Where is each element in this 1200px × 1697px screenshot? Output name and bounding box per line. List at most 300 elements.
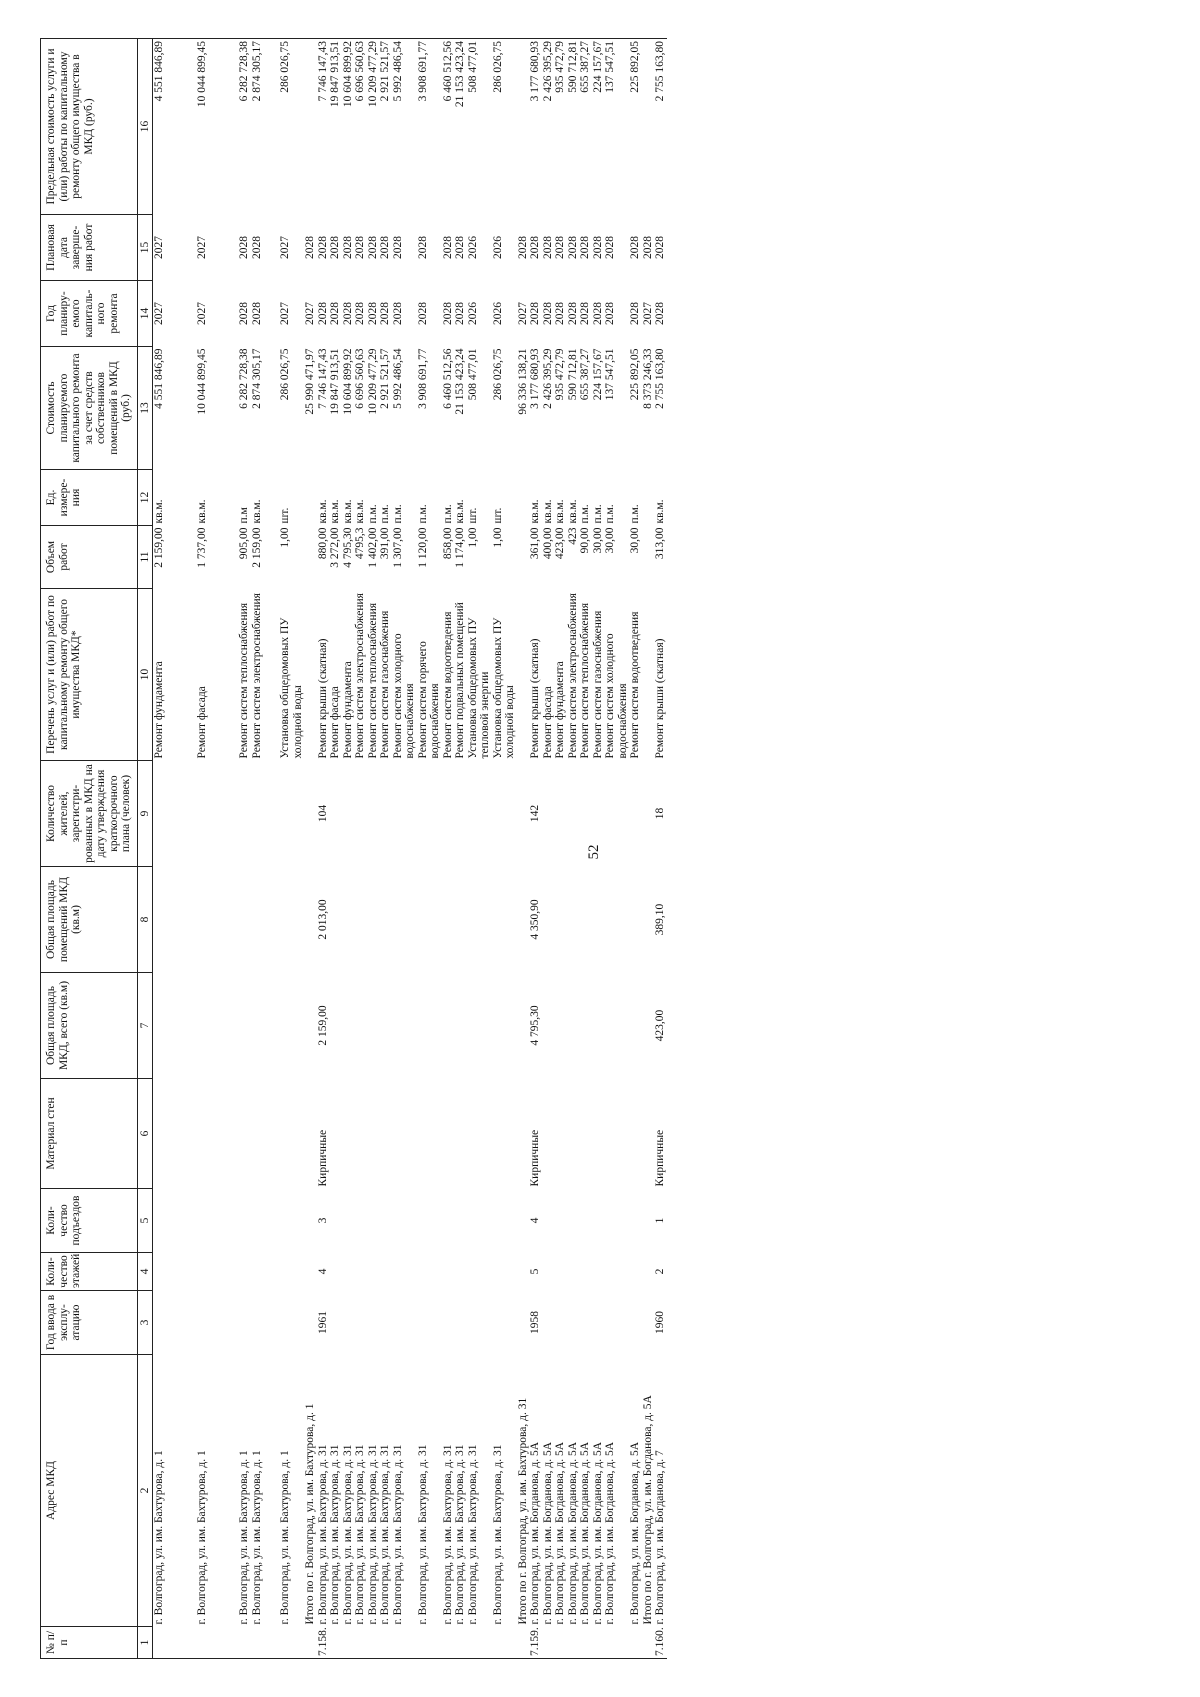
max-cost-cell: 7 746 147,43 [317, 39, 330, 215]
column-number-row [137, 39, 153, 1659]
max-cost-cell: 286 026,75 [492, 39, 517, 215]
max-cost-cell: 6 460 512,56 [442, 39, 455, 215]
address-cell: г. Волгоград, ул. им. Богданова, д. 5А [591, 1441, 604, 1625]
address-cell: г. Волгоград, ул. им. Бахтурова, д. 31 [354, 1444, 366, 1625]
total-row [517, 39, 530, 1659]
planned-cost-cell: 10 209 477,29 [366, 348, 379, 415]
premises-area-cell: 4 350,90 [529, 899, 541, 940]
floors-cell [592, 1253, 605, 1291]
year-built-cell [392, 1291, 417, 1355]
entrances-cell [329, 1189, 342, 1253]
planned-year-cell: 2027 [516, 302, 529, 325]
spacer-cell [263, 39, 279, 215]
year-built-cell [517, 1291, 530, 1355]
planned-year-cell: 2028 [341, 302, 354, 325]
planned-cost-cell: 286 026,75 [491, 348, 504, 401]
end-date-cell: 2028 [341, 236, 354, 259]
table-row [454, 39, 467, 1659]
floors-cell [329, 1253, 342, 1291]
entrances-cell [251, 1189, 264, 1253]
planned-year-cell: 2028 [366, 302, 379, 325]
premises-area-cell [604, 867, 629, 973]
unit-cell: п.м. [416, 504, 429, 524]
residents-cell [579, 761, 592, 867]
work-type-cell: Ремонт систем водоотведения [629, 611, 641, 759]
volume-cell [517, 526, 530, 589]
wall-material-cell [367, 1079, 380, 1189]
year-built-cell [354, 1291, 367, 1355]
spacer-cell [208, 867, 238, 973]
spacer-cell [208, 1291, 238, 1355]
unit-cell: п.м. [441, 504, 454, 524]
premises-area-cell [329, 867, 342, 973]
row-number [567, 1627, 580, 1659]
wall-material-cell [304, 1079, 317, 1189]
address-cell: г. Волгоград, ул. им. Бахтурова, д. 31 [441, 1444, 454, 1625]
spacer-cell [166, 215, 196, 281]
spacer-cell [208, 1079, 238, 1189]
wall-material-cell: Кирпичные [529, 1129, 541, 1187]
total-area-cell [592, 973, 605, 1079]
premises-area-cell [238, 867, 251, 973]
residents-cell [251, 761, 264, 867]
column-number: 5 [137, 1189, 153, 1253]
spacer-cell [208, 973, 238, 1079]
planned-cost-cell: 8 373 246,33 [641, 348, 654, 409]
planned-cost-cell: 655 387,27 [579, 348, 591, 401]
spacer-cell [166, 39, 196, 215]
max-cost-cell: 137 547,51 [604, 39, 629, 215]
spacer-row [208, 39, 238, 1659]
premises-area-cell [392, 867, 417, 973]
planned-cost-cell: 3 908 691,77 [416, 348, 429, 409]
unit-cell: кв.м. [329, 499, 341, 524]
planned-cost-cell: 5 992 486,54 [391, 348, 404, 409]
premises-area-cell [342, 867, 355, 973]
spacer-cell [263, 526, 279, 589]
volume-cell [304, 526, 317, 589]
planned-year-cell: 2028 [238, 302, 250, 325]
address-cell: г. Волгоград, ул. им. Бахтурова, д. 1 [238, 1450, 250, 1625]
unit-cell: п.м. [591, 504, 604, 524]
max-cost-cell: 655 387,27 [579, 39, 592, 215]
header-cell: Материал стен [41, 1079, 138, 1189]
address-cell: г. Волгоград, ул. им. Богданова, д. 5А [541, 1441, 554, 1625]
address-cell: г. Волгоград, ул. им. Бахтурова, д. 31 [329, 1444, 341, 1625]
total-area-cell [542, 973, 555, 1079]
unit-cell: п.м. [379, 504, 391, 524]
floors-cell [492, 1253, 517, 1291]
year-built-cell [251, 1291, 264, 1355]
planned-year-cell: 2027 [279, 302, 291, 325]
spacer-cell [208, 1355, 238, 1627]
table-row [567, 39, 580, 1659]
volume-cell: 905,00 [238, 527, 250, 560]
floors-cell [354, 1253, 367, 1291]
address-cell: г. Волгоград, ул. им. Бахтурова, д. 31 [341, 1444, 354, 1625]
address-cell: г. Волгоград, ул. им. Богданова, д. 5А [566, 1441, 579, 1625]
spacer-cell [208, 215, 238, 281]
end-date-cell: 2028 [366, 236, 379, 259]
max-cost-cell: 6 696 560,63 [354, 39, 367, 215]
volume-cell: 1 307,00 [391, 527, 404, 568]
table-row [379, 39, 392, 1659]
residents-cell [592, 761, 605, 867]
unit-cell: кв.м. [195, 499, 208, 524]
work-type-cell: Ремонт систем теплоснабжения [366, 602, 379, 759]
max-cost-cell: 225 892,05 [629, 39, 642, 215]
work-type-cell: Ремонт систем теплоснабжения [238, 602, 250, 759]
planned-cost-cell: 2 874 305,17 [250, 348, 263, 409]
column-number: 15 [137, 215, 153, 281]
year-built-cell [642, 1291, 655, 1355]
spacer-cell [208, 1253, 238, 1291]
entrances-cell [554, 1189, 567, 1253]
unit-cell [304, 470, 317, 526]
year-built-cell [629, 1291, 642, 1355]
work-type-cell [517, 589, 530, 761]
column-number: 16 [137, 39, 153, 215]
address-cell: г. Волгоград, ул. им. Бахтурова, д. 31 [379, 1444, 391, 1625]
year-built-cell [492, 1291, 517, 1355]
planned-cost-cell: 590 712,81 [566, 348, 579, 401]
work-type-cell [642, 589, 655, 761]
entrances-cell [279, 1189, 304, 1253]
header-cell: Год ввода в эксплу-атацию [41, 1291, 138, 1355]
entrances-cell [467, 1189, 492, 1253]
spacer-cell [166, 761, 196, 867]
row-number [238, 1627, 251, 1659]
entrances-cell: 1 [654, 1217, 666, 1224]
total-area-cell [238, 973, 251, 1079]
spacer-cell [166, 347, 196, 470]
work-type-cell: Ремонт подвальных помещений [454, 602, 466, 759]
year-built-cell: 1961 [316, 1311, 329, 1334]
header-cell: Общая площадь МКД, всего (кв.м) [41, 973, 138, 1079]
spacer-cell [166, 526, 196, 589]
total-area-cell [367, 973, 380, 1079]
year-built-cell [592, 1291, 605, 1355]
volume-cell: 30,00 [629, 527, 641, 554]
address-cell: Итого по г. Волгоград, ул. им. Бахтурова, д. 31 [516, 1397, 529, 1625]
address-cell: г. Волгоград, ул. им. Бахтурова, д. 1 [279, 1450, 291, 1625]
planned-cost-cell: 2 755 163,80 [654, 348, 666, 409]
table-row [392, 39, 417, 1659]
spacer-cell [263, 1355, 279, 1627]
spacer-cell [166, 1253, 196, 1291]
table-row [238, 39, 251, 1659]
total-area-cell [604, 973, 629, 1079]
entrances-cell: 3 [316, 1217, 329, 1224]
end-date-cell: 2028 [391, 236, 404, 259]
work-type-cell: Ремонт систем газоснабжения [591, 610, 604, 759]
planned-cost-cell: 6 460 512,56 [441, 348, 454, 409]
address-cell: г. Волгоград, ул. им. Бахтурова, д. 1 [153, 1450, 165, 1625]
address-cell: г. Волгоград, ул. им. Бахтурова, д. 31 [391, 1444, 404, 1625]
residents-cell [492, 761, 517, 867]
year-built-cell [279, 1291, 304, 1355]
end-date-cell: 2028 [416, 236, 429, 259]
residents-cell: 18 [654, 807, 666, 820]
entrances-cell [542, 1189, 555, 1253]
floors-cell [442, 1253, 455, 1291]
premises-area-cell [517, 867, 530, 973]
address-cell: г. Волгоград, ул. им. Богданова, д. 7 [654, 1450, 666, 1625]
planned-year-cell: 2026 [466, 302, 479, 325]
entrances-cell [592, 1189, 605, 1253]
unit-cell: шт. [466, 507, 479, 524]
total-area-cell [342, 973, 355, 1079]
column-number: 7 [137, 973, 153, 1079]
max-cost-cell: 2 874 305,17 [251, 39, 264, 215]
volume-cell: 1,00 [491, 527, 504, 548]
floors-cell: 2 [654, 1268, 666, 1275]
spacer-cell [166, 1355, 196, 1627]
planned-year-cell: 2028 [529, 302, 541, 325]
table-row [492, 39, 517, 1659]
total-area-cell [567, 973, 580, 1079]
volume-cell: 2 159,00 [250, 527, 263, 568]
max-cost-cell: 21 153 423,24 [454, 39, 467, 215]
max-cost-cell: 10 044 899,45 [196, 39, 209, 215]
column-number: 8 [137, 867, 153, 973]
entrances-cell [342, 1189, 355, 1253]
work-type-cell: Ремонт фасада [329, 686, 341, 759]
end-date-cell: 2028 [441, 236, 454, 259]
end-date-cell: 2028 [354, 236, 366, 259]
spacer-cell [263, 761, 279, 867]
entrances-cell [153, 1189, 166, 1253]
volume-cell: 1 174,00 [454, 527, 466, 568]
residents-cell [304, 761, 317, 867]
row-number [379, 1627, 392, 1659]
spacer-cell [208, 526, 238, 589]
planned-year-cell: 2028 [354, 302, 366, 325]
address-cell: г. Волгоград, ул. им. Бахтурова, д. 31 [454, 1444, 466, 1625]
end-date-cell: 2027 [279, 236, 291, 259]
page-number: 52 [586, 844, 602, 860]
end-date-cell: 2028 [566, 236, 579, 259]
address-cell: г. Волгоград, ул. им. Бахтурова, д. 31 [316, 1444, 329, 1625]
total-area-cell [492, 973, 517, 1079]
volume-cell: 1,00 [466, 527, 479, 548]
premises-area-cell: 2 013,00 [316, 899, 329, 940]
table-header-row [41, 39, 138, 1659]
year-built-cell [454, 1291, 467, 1355]
residents-cell [354, 761, 367, 867]
table-row [467, 39, 492, 1659]
year-built-cell: 1960 [654, 1311, 666, 1334]
planned-cost-cell: 10 044 899,45 [195, 348, 208, 415]
floors-cell [567, 1253, 580, 1291]
unit-cell: кв.м. [354, 499, 366, 524]
residents-cell [417, 761, 442, 867]
rotated-page [40, 39, 1185, 1659]
entrances-cell [417, 1189, 442, 1253]
address-cell: г. Волгоград, ул. им. Бахтурова, д. 1 [195, 1450, 208, 1625]
entrances-cell [442, 1189, 455, 1253]
volume-cell: 880,00 [316, 527, 329, 560]
floors-cell [367, 1253, 380, 1291]
max-cost-cell: 19 847 913,51 [329, 39, 342, 215]
table-row [329, 39, 342, 1659]
volume-cell: 400,00 [541, 527, 554, 560]
unit-cell: кв.м. [341, 499, 354, 524]
planned-cost-cell: 508 477,01 [466, 348, 479, 401]
row-number [392, 1627, 417, 1659]
end-date-cell: 2028 [316, 236, 329, 259]
planned-year-cell: 2028 [604, 302, 616, 325]
volume-cell [642, 526, 655, 589]
total-row [642, 39, 655, 1659]
wall-material-cell [354, 1079, 367, 1189]
volume-cell: 423 [566, 527, 579, 545]
planned-cost-cell: 2 921 521,57 [379, 348, 391, 409]
table-row [442, 39, 455, 1659]
spacer-cell [208, 281, 238, 347]
spacer-cell [166, 867, 196, 973]
row-number [251, 1627, 264, 1659]
total-area-cell [454, 973, 467, 1079]
work-type-cell: Ремонт систем водоотведения [441, 611, 454, 759]
volume-cell: 4 795,30 [341, 527, 354, 568]
spacer-cell [166, 589, 196, 761]
unit-cell: шт. [491, 507, 504, 524]
table-row [354, 39, 367, 1659]
header-cell: Объем работ [41, 526, 138, 589]
residents-cell [517, 761, 530, 867]
table-row [153, 39, 166, 1659]
floors-cell [629, 1253, 642, 1291]
planned-year-cell: 2028 [654, 302, 666, 325]
planned-cost-cell: 225 892,05 [629, 348, 641, 401]
unit-cell: кв.м. [566, 499, 579, 524]
floors-cell [304, 1253, 317, 1291]
wall-material-cell [329, 1079, 342, 1189]
row-number [279, 1627, 304, 1659]
planned-year-cell: 2028 [416, 302, 429, 325]
total-area-cell [517, 973, 530, 1079]
total-area-cell [392, 973, 417, 1079]
table-row [367, 39, 380, 1659]
total-area-cell [467, 973, 492, 1079]
premises-area-cell [304, 867, 317, 973]
work-type-cell: Ремонт систем электроснабжения [566, 593, 579, 759]
entrances-cell [492, 1189, 517, 1253]
residents-cell [604, 761, 629, 867]
work-type-cell [304, 589, 317, 761]
planned-year-cell: 2028 [591, 302, 604, 325]
planned-year-cell: 2027 [195, 302, 208, 325]
residents-cell [329, 761, 342, 867]
address-cell: г. Волгоград, ул. им. Бахтурова, д. 31 [491, 1444, 504, 1625]
planned-cost-cell: 286 026,75 [279, 348, 291, 401]
floors-cell [153, 1253, 166, 1291]
header-cell: Перечень услуг и (или) работ по капитальному ремонту общего имущества МКД* [41, 589, 138, 761]
wall-material-cell [554, 1079, 567, 1189]
max-cost-cell: 590 712,81 [567, 39, 580, 215]
table-row [542, 39, 555, 1659]
end-date-cell: 2028 [654, 236, 666, 259]
residents-cell [567, 761, 580, 867]
premises-area-cell [379, 867, 392, 973]
table-body [153, 39, 667, 1659]
work-type-cell: Ремонт систем холодного водоснабжения [604, 633, 629, 759]
entrances-cell [629, 1189, 642, 1253]
header-cell: Коли-чество подъездов [41, 1189, 138, 1253]
floors-cell [554, 1253, 567, 1291]
table-row [317, 39, 330, 1659]
max-cost-cell: 2 921 521,57 [379, 39, 392, 215]
planned-year-cell: 2028 [629, 302, 641, 325]
volume-cell: 30,00 [604, 527, 616, 554]
planned-year-cell: 2028 [379, 302, 391, 325]
total-area-cell [579, 973, 592, 1079]
volume-cell: 3 272,00 [329, 527, 341, 568]
planned-year-cell: 2028 [579, 302, 591, 325]
premises-area-cell [467, 867, 492, 973]
residents-cell [367, 761, 380, 867]
floors-cell [579, 1253, 592, 1291]
work-type-cell: Ремонт систем теплоснабжения [579, 602, 591, 759]
residents-cell: 104 [316, 804, 329, 823]
floors-cell [251, 1253, 264, 1291]
end-date-cell: 2028 [541, 236, 554, 259]
unit-cell: кв.м. [529, 499, 541, 524]
volume-cell: 90,00 [579, 527, 591, 554]
table-row [342, 39, 355, 1659]
residents-cell [238, 761, 251, 867]
premises-area-cell [417, 867, 442, 973]
end-date-cell: 2028 [579, 236, 591, 259]
address-cell: г. Волгоград, ул. им. Богданова, д. 5А [554, 1441, 566, 1625]
address-cell: г. Волгоград, ул. им. Бахтурова, д. 31 [466, 1444, 479, 1625]
premises-area-cell [367, 867, 380, 973]
planned-year-cell: 2028 [454, 302, 466, 325]
end-date-cell: 2028 [641, 236, 654, 259]
total-area-cell [354, 973, 367, 1079]
premises-area-cell [454, 867, 467, 973]
table-row [654, 39, 667, 1659]
premises-area-cell [442, 867, 455, 973]
row-number [196, 1627, 209, 1659]
floors-cell [379, 1253, 392, 1291]
work-type-cell: Ремонт крыши (скатная) [654, 638, 666, 759]
volume-cell: 313,00 [654, 527, 666, 560]
work-type-cell: Ремонт фасада [541, 686, 554, 759]
work-type-cell: Установка общедомовых ПУ тепловой энергии [466, 617, 491, 759]
address-cell: г. Волгоград, ул. им. Бахтурова, д. 31 [416, 1444, 429, 1625]
unit-cell: кв.м. [554, 499, 566, 524]
planned-cost-cell: 224 157,67 [591, 348, 604, 401]
address-cell: г. Волгоград, ул. им. Богданова, д. 5А [579, 1441, 591, 1625]
end-date-cell: 2028 [516, 236, 529, 259]
work-type-cell: Установка общедомовых ПУ холодной воды [491, 617, 516, 759]
row-number [304, 1627, 317, 1659]
residents-cell [279, 761, 304, 867]
entrances-cell [642, 1189, 655, 1253]
row-number [354, 1627, 367, 1659]
residents-cell [454, 761, 467, 867]
max-cost-cell: 4 551 846,89 [153, 39, 166, 215]
floors-cell [542, 1253, 555, 1291]
wall-material-cell [542, 1079, 555, 1189]
volume-cell: 361,00 [529, 527, 541, 560]
floors-cell [642, 1253, 655, 1291]
planned-year-cell: 2028 [250, 302, 263, 325]
work-type-cell: Ремонт систем холодного водоснабжения [391, 633, 416, 759]
spacer-cell [263, 1291, 279, 1355]
